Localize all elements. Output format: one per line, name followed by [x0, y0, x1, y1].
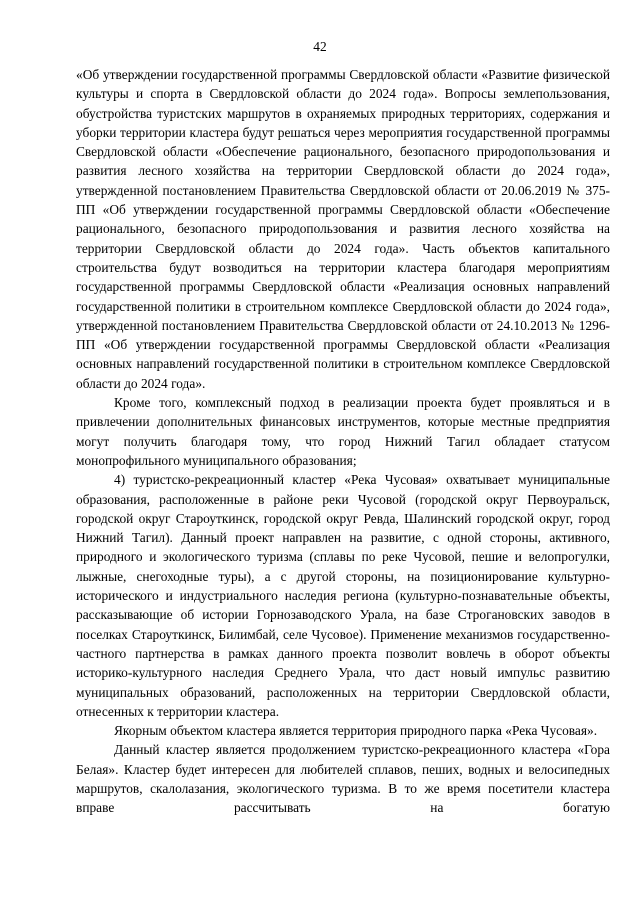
paragraph-anchor-object: Якорным объектом кластера является территория природного парка «Река Чусовая».	[114, 723, 598, 739]
paragraph-programs: «Об утверждении государственной программы Свердловской области «Развитие физической культуры и спорта в Свердловской области до 2024 года». Вопросы землепользования, обустройства туристских маршрутов в охраняемых природных территориях, содержания и уборки территории кластера будут решаться через мероприятия государственной программы Свердловской области «Обеспечение рационального, безопасного природопользования и развития лесного хозяйства на территории Свердловской области до 2024 года», утвержденной постановлением Правительства Свердловской области от 20.06.2019 № 375-ПП «Об утверждении государственной программы Свердловской области «Обеспечение рационального, безопасного природопользования и развития лесного хозяйства на территории Свердловской области до 2024 года». Часть объектов капитального строительства будут возводиться на территории кластера благодаря мероприятиям государственной программы Свердловской области «Реализация основных направлений государственной политики в строительном комплексе Свердловской области до 2024 года», утвержденной постановлением Правительства Свердловской области от 24.10.2013 № 1296-ПП «Об утверждении государственной программы Свердловской области «Реализация основных направлений государственной политики в строительном комплексе Свердловской области до 2024 года».	[76, 67, 610, 391]
paragraph-cluster-continuation: Данный кластер является продолжением туристско-рекреационного кластера «Гора Белая». Кластер будет интересен для любителей сплавов, пеших, водных и велосипедных маршрутов, скалолазания, экологического туризма. В то же время посетители кластера вправе рассчитывать на богатую	[76, 742, 610, 816]
body-text	[76, 65, 610, 818]
page-number: 42	[313, 39, 327, 54]
paragraph-financial-instruments: Кроме того, комплексный подход в реализации проекта будет проявляться и в привлечении дополнительных финансовых инструментов, которые местные предприятия могут получить благодаря тому, что город Нижний Тагил обладает статусом монопрофильного муниципального образования;	[76, 395, 610, 468]
paragraph-chusovaya-cluster: 4) туристско-рекреационный кластер «Река Чусовая» охватывает муниципальные образования, расположенные в районе реки Чусовой (городской округ Первоуральск, городской округ Староуткинск, городской округ Ревда, Шалинский городской округ, город Нижний Тагил). Данный проект направлен на развитие, с одной стороны, активного, природного и экологического туризма (сплавы по реке Чусовой, пешие и велопрогулки, лыжные, снегоходные туры), а с другой стороны, на позиционирование культурно-исторического и индустриального наследия региона (культурно-познавательные объекты, рассказывающие об истории Горнозаводского Урала, на базе Строгановских заводов в поселках Староуткинск, Билимбай, селе Чусовое). Применение механизмов государственно-частного партнерства в рамках данного проекта позволит вовлечь в оборот объекты историко-культурного наследия Среднего Урала, что даст новый импульс развитию муниципальных образований, расположенных на территории Свердловской области, отнесенных к территории кластера.	[76, 472, 610, 719]
